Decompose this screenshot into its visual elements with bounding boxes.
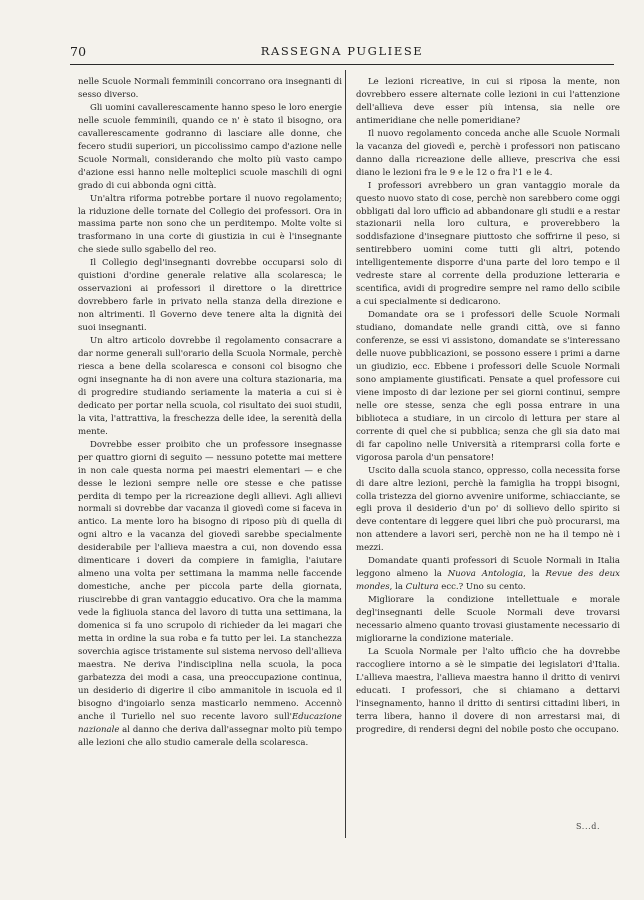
paragraph: Il nuovo regolamento conceda anche alle Scuole Normali la vacanza del giovedì e, perchè i professori non patiscano danno dalla ricreazione delle allieve, prescriva che essi diano le lezioni fra le 9 e le 12 o fra l'1 e le 4. [356, 128, 620, 178]
left-column [78, 76, 342, 836]
author-signature: S...d. [576, 822, 601, 831]
italic-title: Revue des deux mondes [356, 569, 620, 593]
italic-title: Nuova Antologia [447, 569, 524, 580]
paragraph: Migliorare la condizione intellettuale e morale degl'insegnanti delle Scuole Normali deve trovarsi necessario almeno quanto trovasi giustamente necessario di migliorarne la condizione materiale. [356, 595, 620, 644]
paragraph: Un altro articolo dovrebbe il regolamento consacrare a dar norme generali sull'orario della Scuola Normale, perchè riesca a bene della scolaresca e consoni col bisogno che ogni insegnante ha di non avere una coltura stazionaria, ma di progredire studiando seriamente la materia a cui si è dedicato per portar nella scuola, col risultato dei suoi studii, la vita, l'attrattiva, la freschezza delle idee, la serenità della mente. [78, 336, 342, 437]
paragraph-text: , la [389, 582, 406, 593]
paragraph: Uscito dalla scuola stanco, oppresso, colla necessita forse di dare altre lezioni, perchè la famiglia ha troppi bisogni, colla tristezza del giorno avvenire uniforme, schiacciante, se egli prova il desiderio d'un po' di sollievo dello spirito si deve contentare di leggere quei libri che può procurarsi, ma non attendere a lavori seri, perchè non ne ha il tempo nè i mezzi. [356, 465, 620, 554]
paragraph-text: Dovrebbe esser proibito che un professore insegnasse per quattro giorni di seguito — nessuno potette mai mettere in non cale questa norma pei maestri elementari — e che desse le lezioni sempre nelle ore stesse e che patisse perdita di tempo per la ricreazione degli allievi. Agli allievi normali si dovrebbe dar vacanza il giovedì come si faceva in antico. La mente loro ha bisogno di riposo più di quella di ogni altro e la vacanza del giovedì sarebbe specialmente desiderabile per l'allieva maestra a cui, non dovendo essa dimenticare i doveri da compiere in famiglia, l'aiutare almeno una volta per settimana la mamma nelle faccende domestiche, anche per piccola parte della giornata, riuscirebbe di gran vantaggio educativo. Ora che la mamma vede la figliuola stanca del lavoro di tutta una settimana, la domenica si fa uno scrupolo di richieder da lei magari che metta in ordine la sua roba e fa tutto per lei. La stanchezza soverchia agisce tristamente sul sistema nervoso dell'allieva maestra. Ne deriva l'indisciplina nella scuola, la poca garbatezza dei modi a casa, una preoccupazione continua, un desiderio di digerire il cibo ammanitole in iscuola ed il bisogno d'ingoiarlo senza masticarlo nemmeno. Accennò anche il Turiello nel suo recente lavoro sull' [78, 439, 342, 722]
paragraph [78, 439, 342, 750]
italic-title: Cultura [405, 582, 439, 593]
paragraph: nelle Scuole Normali femminili concorrano ora insegnanti di sesso diverso. [78, 77, 342, 100]
paragraph: Un'altra riforma potrebbe portare il nuovo regolamento; la riduzione delle tornate del Collegio dei professori. Ora in massima parte non sono che un perditempo. Molte volte si trasformano in una corte di giustizia in cui è l'insegnante che siede sullo sgabello del reo. [78, 193, 342, 256]
paragraph-text: al danno che deriva dall'assegnar molto più tempo alle lezioni che allo studio camerale della scolaresca. [78, 724, 342, 748]
column-divider [345, 70, 346, 838]
paragraph: Le lezioni ricreative, in cui si riposa la mente, non dovrebbero essere alternate colle lezioni in cui l'attenzione dell'allieva deve esser più intensa, sia nelle ore antimeridiane che nelle pomeridiane? [356, 77, 620, 126]
paragraph: Gli uomini cavallerescamente hanno speso le loro energie nelle scuole femminili, quando ce n' è stato il bisogno, ora cavallerescamente godranno di lasciare alle donne, che fecero studii superiori, un piccolissimo campo d'azione nelle Scuole Normali, considerando che molto più vasto campo d'azione essi hanno nelle molteplici scuole maschili di ogni grado di cui abbonda ogni città. [78, 102, 342, 191]
paragraph: Il Collegio degl'insegnanti dovrebbe occuparsi solo di quistioni d'ordine generale relative alla scolaresca; le osservazioni ai professori il direttore o la direttrice dovrebbero farle in privato nella stanza della direzione e non altrimenti. Il Governo deve tenere alta la dignità dei suoi insegnanti. [78, 258, 342, 334]
paragraph-text: Domandate quanti professori di Scuole Normali in Italia leggono almeno la [356, 556, 620, 580]
right-column [356, 76, 620, 836]
header-rule [70, 64, 614, 65]
paragraph-text: , la [523, 569, 546, 580]
paragraph: Domandate ora se i professori delle Scuole Normali studiano, domandate nelle grandi città, ove si fanno conferenze, se essi vi assistono, domandate se s'interessano delle nuove pubblicazioni, se possono essere i primi a darne un giudizio, ecc. Ebbene i professori delle Scuole Normali sono ampiamente giustificati. Pensate a quel professore cui viene imposto di dar lezione per sei giorni continui, sempre nelle ore stesse, senza che egli possa entrare in una biblioteca a studiare, in un circolo di lettura per stare al corrente di quel che si pubblica; senza che gli sia dato mai di far capolino nelle Università a ritemprarsi colla forte e vigorosa parola d'un pensatore! [356, 310, 620, 463]
paragraph-text: ecc.? Uno su cento. [438, 582, 526, 593]
page-header [70, 44, 614, 60]
page-number: 70 [70, 44, 87, 59]
italic-title: Educazione nazionale [78, 711, 342, 735]
paragraph [356, 555, 620, 594]
paragraph: I professori avrebbero un gran vantaggio morale da questo nuovo stato di cose, perchè non sarebbero come oggi obbligati dal loro ufficio ad abbandonare gli studii e a restar stazionarii nella loro cultura, e proverebbero la soddisfazione d'insegnare piuttosto che soffrirne il peso, si sentirebbero uomini come tutti gli altri, potendo intelligentemente disporre d'una parte del loro tempo e il vedreste stare al corrente della produzione letteraria e scentifica, avidi di progredire sempre nel ramo dello scibile a cui specialmente si dedicarono. [356, 180, 620, 308]
paragraph: La Scuola Normale per l'alto ufficio che ha dovrebbe raccogliere intorno a sè le simpatie dei legislatori d'Italia. L'allieva maestra, l'allieva maestra hanno il dritto di venirvi educati. I professori, che si chiamano a dettarvi l'insegnamento, hanno il dritto di sentirsi cittadini liberi, in terra libera, hanno il dovere di non arrestarsi mai, di progredire, di rendersi degni del nobile posto che occupano. [356, 646, 620, 735]
running-title: RASSEGNA PUGLIESE [260, 44, 424, 58]
